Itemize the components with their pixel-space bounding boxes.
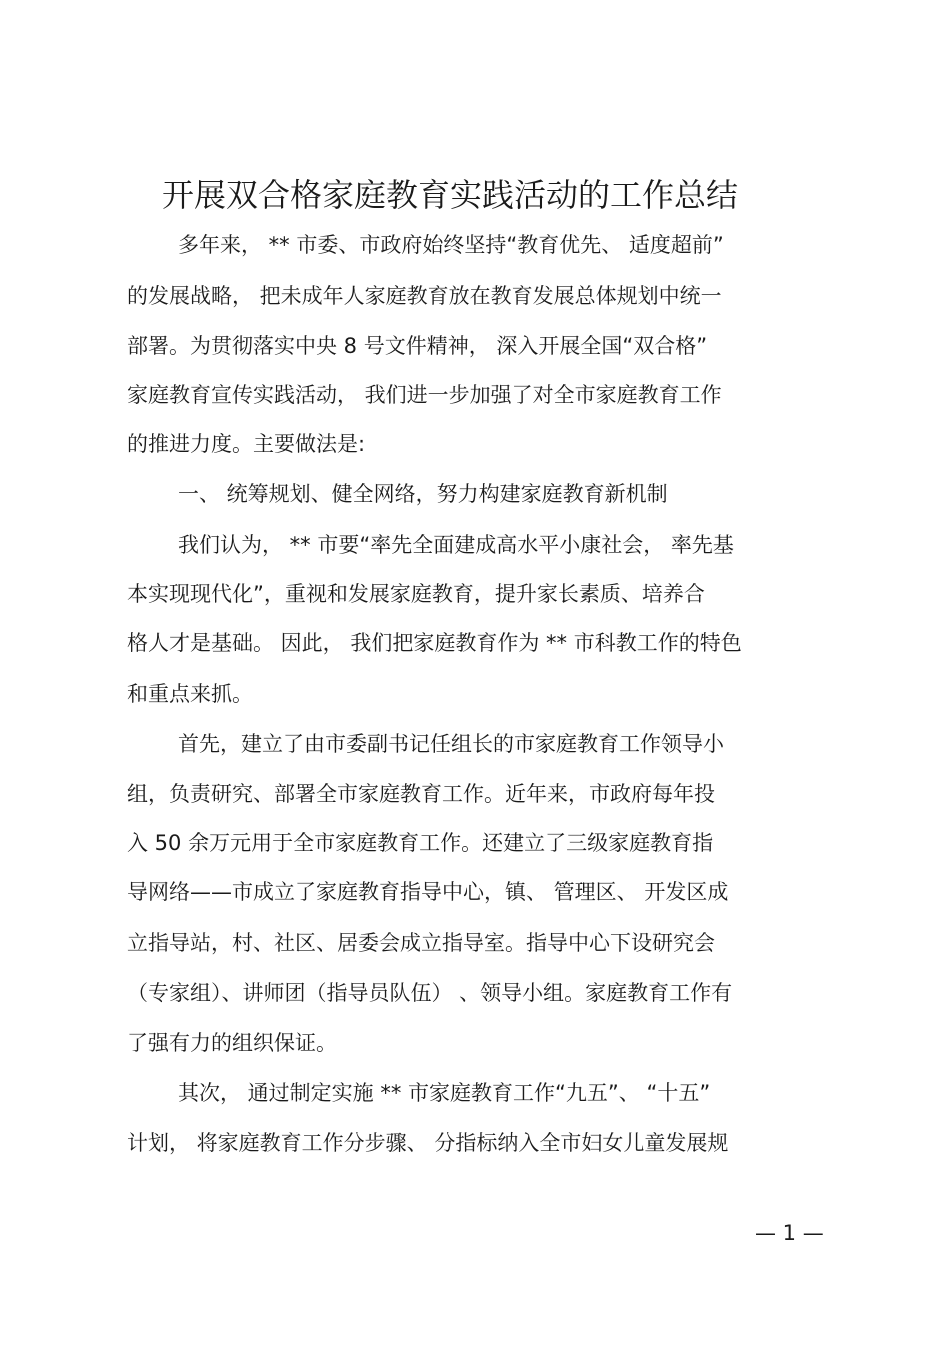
paragraph-line: 多年来， ** 市委、市政府始终坚持“教育优先、 适度超前” — [178, 233, 724, 257]
paragraph-line: 导网络——市成立了家庭教育指导中心，镇、 管理区、 开发区成 — [127, 880, 729, 904]
document-title: 开展双合格家庭教育实践活动的工作总结 — [162, 176, 739, 214]
page-number: — 1 — — [755, 1221, 824, 1245]
paragraph-line: 本实现现代化”，重视和发展家庭教育，提升家长素质、培养合 — [127, 582, 705, 606]
paragraph-line: 首先，建立了由市委副书记任组长的市家庭教育工作领导小 — [178, 732, 724, 756]
paragraph-line: 立指导站，村、社区、居委会成立指导室。指导中心下设研究会 — [127, 931, 715, 955]
paragraph-line: 的推进力度。主要做法是: — [127, 432, 366, 456]
paragraph-line: 其次， 通过制定实施 ** 市家庭教育工作“九五”、 “十五” — [178, 1081, 711, 1105]
paragraph-line: 入 50 余万元用于全市家庭教育工作。还建立了三级家庭教育指 — [127, 831, 714, 855]
paragraph-line: 的发展战略， 把未成年人家庭教育放在教育发展总体规划中统一 — [127, 284, 722, 308]
paragraph-line: 组，负责研究、部署全市家庭教育工作。近年来，市政府每年投 — [127, 782, 715, 806]
paragraph-line: 部署。为贯彻落实中央 8 号文件精神， 深入开展全国“双合格” — [127, 334, 708, 358]
paragraph-line: 格人才是基础。 因此， 我们把家庭教育作为 ** 市科教工作的特色 — [127, 631, 742, 655]
paragraph-line: 和重点来抓。 — [127, 682, 253, 706]
paragraph-line: 家庭教育宣传实践活动， 我们进一步加强了对全市家庭教育工作 — [127, 383, 722, 407]
paragraph-line: 了强有力的组织保证。 — [127, 1031, 337, 1055]
paragraph-line: 我们认为， ** 市要“率先全面建成高水平小康社会， 率先基 — [178, 533, 734, 557]
section-heading: 一、 统筹规划、健全网络，努力构建家庭教育新机制 — [178, 482, 668, 506]
paragraph-line: 计划， 将家庭教育工作分步骤、 分指标纳入全市妇女儿童发展规 — [127, 1131, 729, 1155]
paragraph-line: （专家组）、讲师团（指导员队伍） 、领导小组。家庭教育工作有 — [127, 981, 733, 1005]
